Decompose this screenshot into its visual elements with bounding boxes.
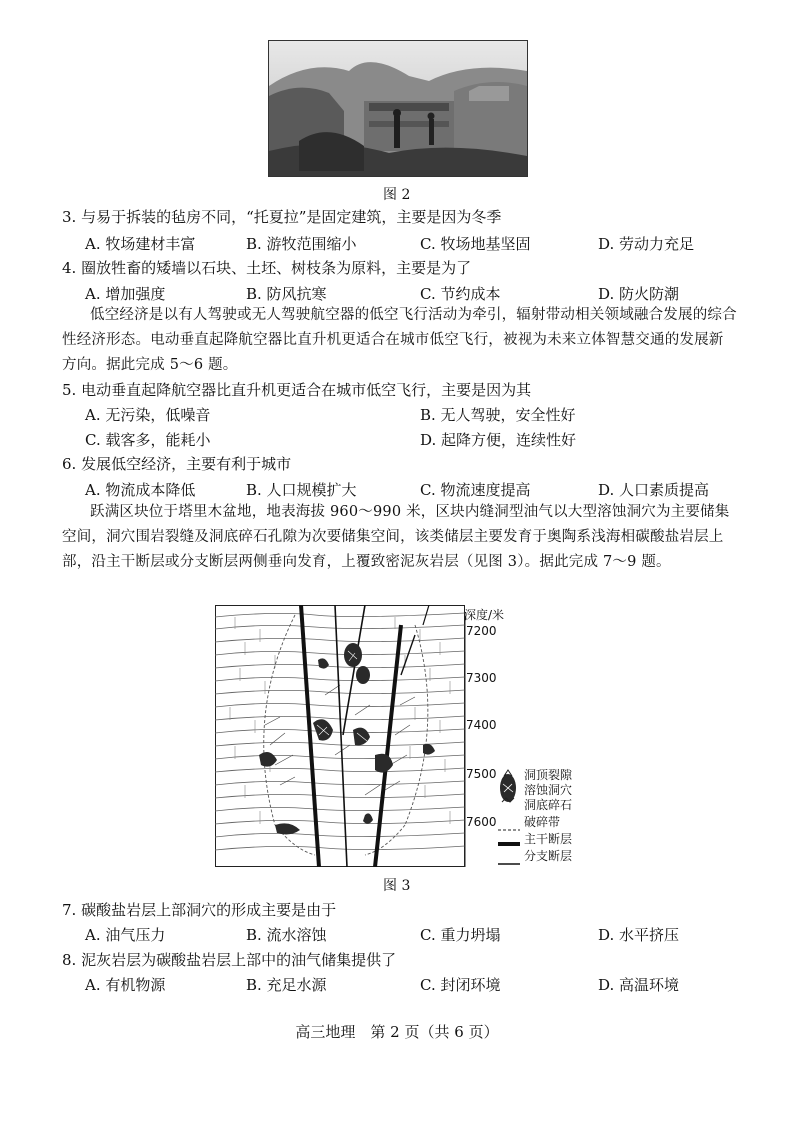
question-7-stem: 7. 碳酸盐岩层上部洞穴的形成主要是由于 xyxy=(62,901,337,919)
passage-2-text: 跃满区块位于塔里木盆地，地表海拔 960～990 米，区块内缝洞型油气以大型溶蚀洞穴为主要储集空间，洞穴围岩裂缝及洞底碎石孔隙为次要储集空间，该类储层主要发育于奥陶系浅海相碳酸盐岩层上部，沿主干断层或分支断层两侧垂向发育，上覆致密泥灰岩层（见图 3）。据此完成 7～9 题。 xyxy=(62,504,730,570)
depth-7200: 7200 xyxy=(466,624,497,638)
legend-cave-bottom: 洞底碎石 xyxy=(524,798,573,812)
question-6-option-a: A. 物流成本降低 xyxy=(85,481,196,499)
depth-7500: 7500 xyxy=(466,767,497,781)
question-6-option-b: B. 人口规模扩大 xyxy=(246,481,357,499)
legend-main-fault: 主干断层 xyxy=(524,832,573,846)
figure-2-illustration xyxy=(269,41,527,176)
legend-cave: 溶蚀洞穴 xyxy=(524,783,573,797)
question-7-option-b: B. 流水溶蚀 xyxy=(246,926,327,944)
question-8-stem: 8. 泥灰岩层为碳酸盐岩层上部中的油气储集提供了 xyxy=(62,951,397,969)
depth-7600: 7600 xyxy=(466,815,497,829)
passage-1-text: 低空经济是以有人驾驶或无人驾驶航空器的低空飞行活动为牵引，辐射带动相关领域融合发展的综合性经济形态。电动垂直起降航空器比直升机更适合在城市低空飞行，被视为未来立体智慧交通的发展新方向。据此完成 5～6 题。 xyxy=(62,307,737,373)
question-7-option-d: D. 水平挤压 xyxy=(598,926,680,944)
figure-2-photo xyxy=(268,40,528,177)
question-4-option-b: B. 防风抗寒 xyxy=(246,285,327,303)
question-5-option-b: B. 无人驾驶，安全性好 xyxy=(420,406,576,424)
figure-3-caption: 图 3 xyxy=(383,878,411,894)
question-8-option-b: B. 充足水源 xyxy=(246,976,327,994)
legend-fracture-zone-symbol xyxy=(498,818,520,824)
question-6-option-c: C. 物流速度提高 xyxy=(420,481,531,499)
figure-3-diagram xyxy=(215,605,465,867)
legend-branch-fault: 分支断层 xyxy=(524,849,573,863)
question-8-option-a: A. 有机物源 xyxy=(85,976,166,994)
figure-2-caption: 图 2 xyxy=(383,187,411,203)
question-3-option-a: A. 牧场建材丰富 xyxy=(85,235,196,253)
depth-7400: 7400 xyxy=(466,718,497,732)
question-4-option-d: D. 防火防潮 xyxy=(598,285,680,303)
question-6-stem: 6. 发展低空经济，主要有利于城市 xyxy=(62,455,292,473)
depth-axis-title: 深度/米 xyxy=(464,608,505,622)
page-footer: 高三地理 第 2 页（共 6 页） xyxy=(295,1023,499,1041)
question-3-option-d: D. 劳动力充足 xyxy=(598,235,695,253)
question-4-option-c: C. 节约成本 xyxy=(420,285,501,303)
cave-legend-icon xyxy=(496,768,520,808)
passage-tarim-reservoir xyxy=(62,500,738,575)
question-8-option-c: C. 封闭环境 xyxy=(420,976,501,994)
question-5-option-c: C. 载客多，能耗小 xyxy=(85,431,211,449)
question-5-option-d: D. 起降方便，连续性好 xyxy=(420,431,577,449)
question-5-stem: 5. 电动垂直起降航空器比直升机更适合在城市低空飞行，主要是因为其 xyxy=(62,381,532,399)
question-5-option-a: A. 无污染，低噪音 xyxy=(85,406,211,424)
figure-3-cross-section xyxy=(215,605,465,867)
legend-cave-top: 洞顶裂隙 xyxy=(524,768,573,782)
question-7-option-c: C. 重力坍塌 xyxy=(420,926,501,944)
question-7-option-a: A. 油气压力 xyxy=(85,926,166,944)
question-3-stem: 3. 与易于拆装的毡房不同，“托夏拉”是固定建筑，主要是因为冬季 xyxy=(62,208,502,226)
question-8-option-d: D. 高温环境 xyxy=(598,976,680,994)
legend-branch-fault-symbol xyxy=(498,852,520,858)
legend-cave-symbol xyxy=(496,768,520,808)
legend-main-fault-symbol xyxy=(498,833,520,841)
question-4-option-a: A. 增加强度 xyxy=(85,285,166,303)
question-4-stem: 4. 圈放牲畜的矮墙以石块、土坯、树枝条为原料，主要是为了 xyxy=(62,259,472,277)
depth-7300: 7300 xyxy=(466,671,497,685)
question-3-option-c: C. 牧场地基坚固 xyxy=(420,235,531,253)
passage-low-altitude-economy xyxy=(62,303,738,378)
legend-fracture-zone: 破碎带 xyxy=(524,815,561,829)
question-6-option-d: D. 人口素质提高 xyxy=(598,481,710,499)
question-3-option-b: B. 游牧范围缩小 xyxy=(246,235,357,253)
